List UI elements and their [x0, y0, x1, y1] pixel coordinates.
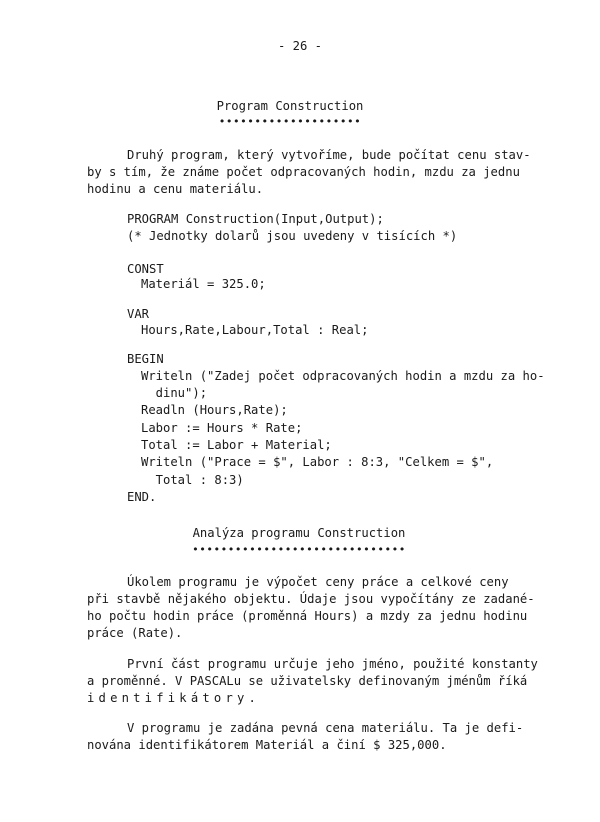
para1-line-4: práce (Rate). [87, 626, 183, 640]
heading-underline-dots: •••••••••••••••••••••••••••••• [192, 543, 406, 556]
code-program-line: PROGRAM Construction(Input,Output); [127, 212, 384, 226]
para1-line-3: ho počtu hodin práce (proměnná Hours) a mzdy za jednu hodinu [87, 609, 528, 623]
code-body-line-3: Readln (Hours,Rate); [141, 403, 288, 417]
code-body-line-7: Total : 8:3) [141, 473, 244, 487]
code-begin-keyword: BEGIN [127, 352, 164, 366]
para1-line-2: při stavbě nějakého objektu. Údaje jsou vypočítány ze zadané- [87, 592, 535, 606]
page-number: - 26 - [277, 39, 323, 53]
para1-line-1: Úkolem programu je výpočet ceny práce a celkové ceny [127, 575, 509, 589]
section-heading-program: Program Construction [216, 99, 364, 113]
intro-line-2: by s tím, že známe počet odpracovaných hodin, mzdu za jednu [87, 165, 520, 179]
code-body-line-5: Total := Labor + Material; [141, 438, 332, 452]
para2-line-2: a proměnné. V PASCALu se uživatelsky definovaným jménům říká [87, 674, 528, 688]
code-comment-line: (* Jednotky dolarů jsou uvedeny v tisících *) [127, 229, 458, 243]
code-const-line: Materiál = 325.0; [141, 277, 266, 291]
code-end-keyword: END. [127, 490, 157, 504]
heading-underline-dots: •••••••••••••••••••• [218, 115, 362, 128]
para2-line-3: identifikátory. [87, 691, 261, 705]
code-body-line-1: Writeln ("Zadej počet odpracovaných hodin a mzdu za ho- [141, 369, 545, 383]
para2-line-1: První část programu určuje jeho jméno, použité konstanty [127, 657, 538, 671]
code-body-line-2: dinu"); [141, 386, 208, 400]
intro-line-3: hodinu a cenu materiálu. [87, 182, 264, 196]
intro-line-1: Druhý program, který vytvoříme, bude počítat cenu stav- [127, 148, 531, 162]
code-var-keyword: VAR [127, 307, 150, 321]
code-var-line: Hours,Rate,Labour,Total : Real; [141, 323, 369, 337]
para3-line-2: nována identifikátorem Materiál a činí $ 325,000. [87, 738, 447, 752]
code-body-line-6: Writeln ("Prace = $", Labor : 8:3, "Celkem = $", [141, 455, 494, 469]
code-const-keyword: CONST [127, 262, 164, 276]
code-body-line-4: Labor := Hours * Rate; [141, 421, 303, 435]
section-heading-analysis: Analýza programu Construction [192, 526, 406, 540]
para3-line-1: V programu je zadána pevná cena materiálu. Ta je defi- [127, 721, 524, 735]
